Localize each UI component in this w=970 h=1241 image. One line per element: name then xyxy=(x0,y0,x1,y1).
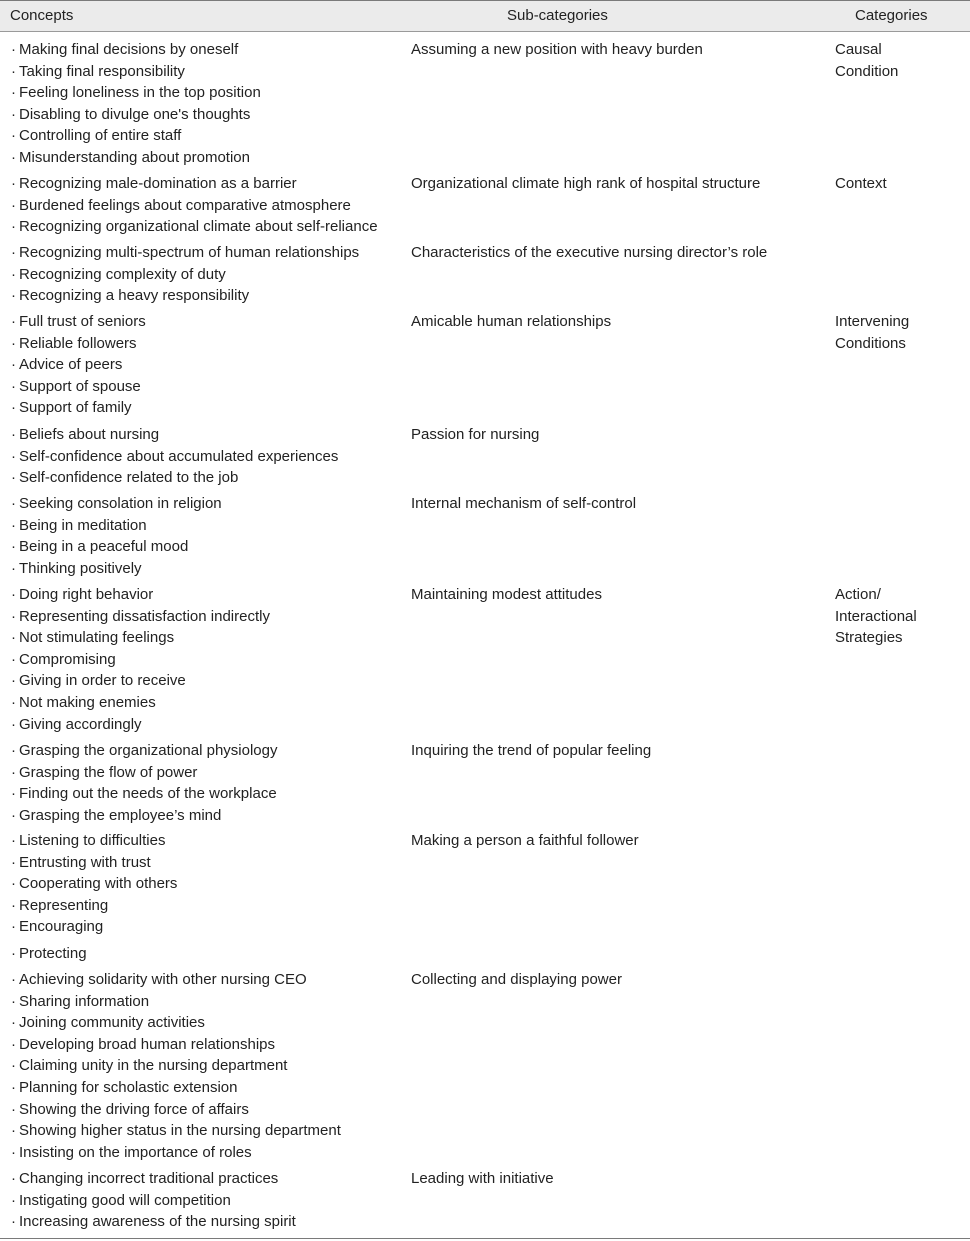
subcategory-cell: Characteristics of the executive nursing director’s role xyxy=(411,244,768,261)
concept-item: · Not making enemies xyxy=(11,692,270,714)
concept-item: · Taking final responsibility xyxy=(11,61,261,83)
concept-item: · Controlling of entire staff xyxy=(11,125,261,147)
concept-item: · Giving accordingly xyxy=(11,714,270,736)
concept-item: · Being in meditation xyxy=(11,515,222,537)
concept-item: · Planning for scholastic extension xyxy=(11,1077,341,1099)
concept-item: · Self-confidence related to the job xyxy=(11,467,338,489)
concept-item: · Representing dissatisfaction indirectly xyxy=(11,606,270,628)
category-cell xyxy=(835,584,965,649)
concept-item: · Doing right behavior xyxy=(11,584,270,606)
category-line: Condition xyxy=(835,62,899,80)
bottom-rule xyxy=(0,1238,970,1239)
concept-item: · Achieving solidarity with other nursing CEO xyxy=(11,969,341,991)
concept-item: · Cooperating with others xyxy=(11,873,177,895)
concept-item: · Developing broad human relationships xyxy=(11,1034,341,1056)
subcategory-cell: Passion for nursing xyxy=(411,426,540,443)
concept-item: · Entrusting with trust xyxy=(11,852,177,874)
header-subcategories: Sub-categories xyxy=(507,7,608,24)
concept-item: · Instigating good will competition xyxy=(11,1190,296,1212)
header-categories: Categories xyxy=(855,7,928,24)
subcategory-cell: Internal mechanism of self-control xyxy=(411,495,637,512)
concept-item: · Encouraging xyxy=(11,916,177,938)
category-line: Intervening xyxy=(835,313,910,330)
concept-item: · Showing higher status in the nursing department xyxy=(11,1120,341,1142)
concept-item: · Support of spouse xyxy=(11,376,146,398)
concept-item: · Grasping the employee’s mind xyxy=(11,805,278,827)
table-header xyxy=(0,0,970,32)
concept-list xyxy=(11,969,341,1163)
concept-list xyxy=(11,493,222,579)
concept-item: · Thinking positively xyxy=(11,558,222,580)
concept-item: · Disabling to divulge one's thoughts xyxy=(11,104,261,126)
concept-item: · Self-confidence about accumulated experiences xyxy=(11,446,338,468)
subcategory-cell: Making a person a faithful follower xyxy=(411,832,639,849)
subcategory-cell: Inquiring the trend of popular feeling xyxy=(411,742,652,759)
subcategory-cell: Organizational climate high rank of hospital structure xyxy=(411,175,761,192)
concept-item: · Making final decisions by oneself xyxy=(11,39,261,61)
category-cell xyxy=(835,173,965,195)
concept-item: · Being in a peaceful mood xyxy=(11,536,222,558)
concept-item: · Listening to difficulties xyxy=(11,830,177,852)
category-cell xyxy=(835,39,965,82)
concept-item: · Changing incorrect traditional practices xyxy=(11,1168,296,1190)
category-line: Action/ xyxy=(835,586,881,603)
concept-item: · Insisting on the importance of roles xyxy=(11,1142,341,1164)
concept-item: · Giving in order to receive xyxy=(11,670,270,692)
concept-item: · Grasping the organizational physiology xyxy=(11,740,278,762)
category-line: Context xyxy=(835,175,887,192)
concept-item: · Beliefs about nursing xyxy=(11,424,338,446)
concept-list xyxy=(11,740,278,826)
concept-item: · Compromising xyxy=(11,649,270,671)
concept-list xyxy=(11,584,270,735)
concept-item: · Not stimulating feelings xyxy=(11,627,270,649)
concept-item: · Recognizing organizational climate about self-reliance xyxy=(11,216,378,238)
category-line: Conditions xyxy=(835,334,906,352)
concept-item: · Grasping the flow of power xyxy=(11,762,278,784)
concept-list xyxy=(11,943,87,965)
concept-list xyxy=(11,173,378,238)
concept-list xyxy=(11,242,359,307)
concept-list xyxy=(11,311,146,419)
concept-item: · Feeling loneliness in the top position xyxy=(11,82,261,104)
concept-item: · Showing the driving force of affairs xyxy=(11,1099,341,1121)
category-cell xyxy=(835,311,965,354)
concept-item: · Joining community activities xyxy=(11,1012,341,1034)
category-line: Interactional xyxy=(835,607,917,625)
concept-list xyxy=(11,830,177,938)
concept-item: · Claiming unity in the nursing department xyxy=(11,1055,341,1077)
concept-item: · Burdened feelings about comparative atmosphere xyxy=(11,195,378,217)
concept-item: · Recognizing multi-spectrum of human relationships xyxy=(11,242,359,264)
concept-item: · Misunderstanding about promotion xyxy=(11,147,261,169)
subcategory-cell: Amicable human relationships xyxy=(411,313,612,330)
concept-item: · Recognizing complexity of duty xyxy=(11,264,359,286)
concept-item: · Seeking consolation in religion xyxy=(11,493,222,515)
concept-item: · Advice of peers xyxy=(11,354,146,376)
subcategory-cell: Assuming a new position with heavy burden xyxy=(411,41,703,58)
concept-item: · Recognizing male-domination as a barrier xyxy=(11,173,378,195)
concept-list xyxy=(11,424,338,489)
concept-list xyxy=(11,1168,296,1233)
concept-item: · Sharing information xyxy=(11,991,341,1013)
concept-item: · Full trust of seniors xyxy=(11,311,146,333)
subcategory-cell: Leading with initiative xyxy=(411,1170,554,1187)
concept-list xyxy=(11,39,261,169)
subcategory-cell: Collecting and displaying power xyxy=(411,971,622,988)
header-concepts: Concepts xyxy=(10,7,74,24)
concept-item: · Support of family xyxy=(11,397,146,419)
category-line: Causal xyxy=(835,41,882,58)
subcategory-cell: Maintaining modest attitudes xyxy=(411,586,602,603)
concept-item: · Reliable followers xyxy=(11,333,146,355)
category-line: Strategies xyxy=(835,629,903,647)
concept-item: · Finding out the needs of the workplace xyxy=(11,783,278,805)
concept-item: · Recognizing a heavy responsibility xyxy=(11,285,359,307)
concept-item: · Representing xyxy=(11,895,177,917)
concept-item: · Increasing awareness of the nursing spirit xyxy=(11,1211,296,1233)
concept-item: · Protecting xyxy=(11,943,87,965)
